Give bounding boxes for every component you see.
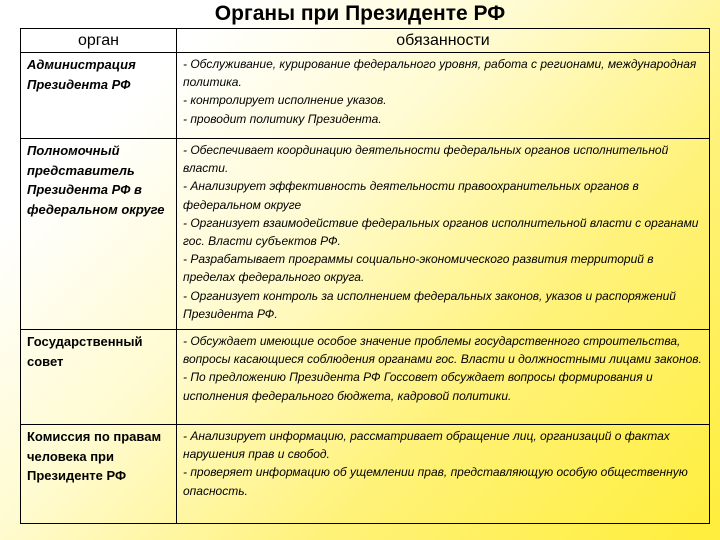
duty-item: - Анализирует эффективность деятельности правоохранительных органов в федеральном округе xyxy=(183,179,639,212)
duties-human-rights-commission xyxy=(177,425,710,524)
duty-item: - проводит политику Президента. xyxy=(183,111,382,126)
organ-administration: Администрация Президента РФ xyxy=(21,53,177,139)
duty-item: - Обсуждает имеющие особое значение проблемы государственного строительства, вопросы касающиеся соблюдения органами гос. Власти и должностными лицами законов. xyxy=(183,334,702,367)
header-organ: орган xyxy=(21,29,177,53)
organ-human-rights-commission: Комиссия по правам человека при Президенте РФ xyxy=(21,425,177,524)
page-title: Органы при Президенте РФ xyxy=(214,2,506,25)
duties-administration xyxy=(177,53,710,139)
table-row xyxy=(21,53,710,139)
duty-item: - По предложению Президента РФ Госсовет обсуждает вопросы формирования и исполнения федерального бюджета, кадровой политики. xyxy=(183,370,653,403)
duty-item: - Организует контроль за исполнением федеральных законов, указов и распоряжений Президента РФ. xyxy=(183,288,676,321)
table-row xyxy=(21,425,710,524)
header-duties: обязанности xyxy=(177,29,710,53)
duty-item: - проверяет информацию об ущемлении прав, представляющую особую общественную опасность. xyxy=(183,465,688,498)
duty-item: - Разрабатывает программы социально-экономического развития территорий в пределах федерального округа. xyxy=(183,252,654,285)
duty-item: - Организует взаимодействие федеральных органов исполнительной власти с органами гос. Власти субъектов РФ. xyxy=(183,215,699,249)
duties-state-council xyxy=(177,330,710,425)
table-header-row xyxy=(21,29,710,53)
organ-plenipotentiary: Полномочный представитель Президента РФ в федеральном округе xyxy=(21,139,177,330)
duty-item: - Обслуживание, курирование федерального уровня, работа с регионами, международная политика. xyxy=(183,57,697,90)
duty-item: - Анализирует информацию, рассматривает обращение лиц, организаций о фактах нарушения прав и свобод. xyxy=(183,429,670,462)
duty-item: - Обеспечивает координацию деятельности федеральных органов исполнительной власти. xyxy=(183,143,669,176)
organs-table xyxy=(20,28,710,524)
duty-item: - контролирует исполнение указов. xyxy=(183,93,387,108)
organ-state-council: Государственный совет xyxy=(21,330,177,425)
table-row xyxy=(21,139,710,330)
table-row xyxy=(21,330,710,425)
duties-plenipotentiary xyxy=(177,139,710,330)
